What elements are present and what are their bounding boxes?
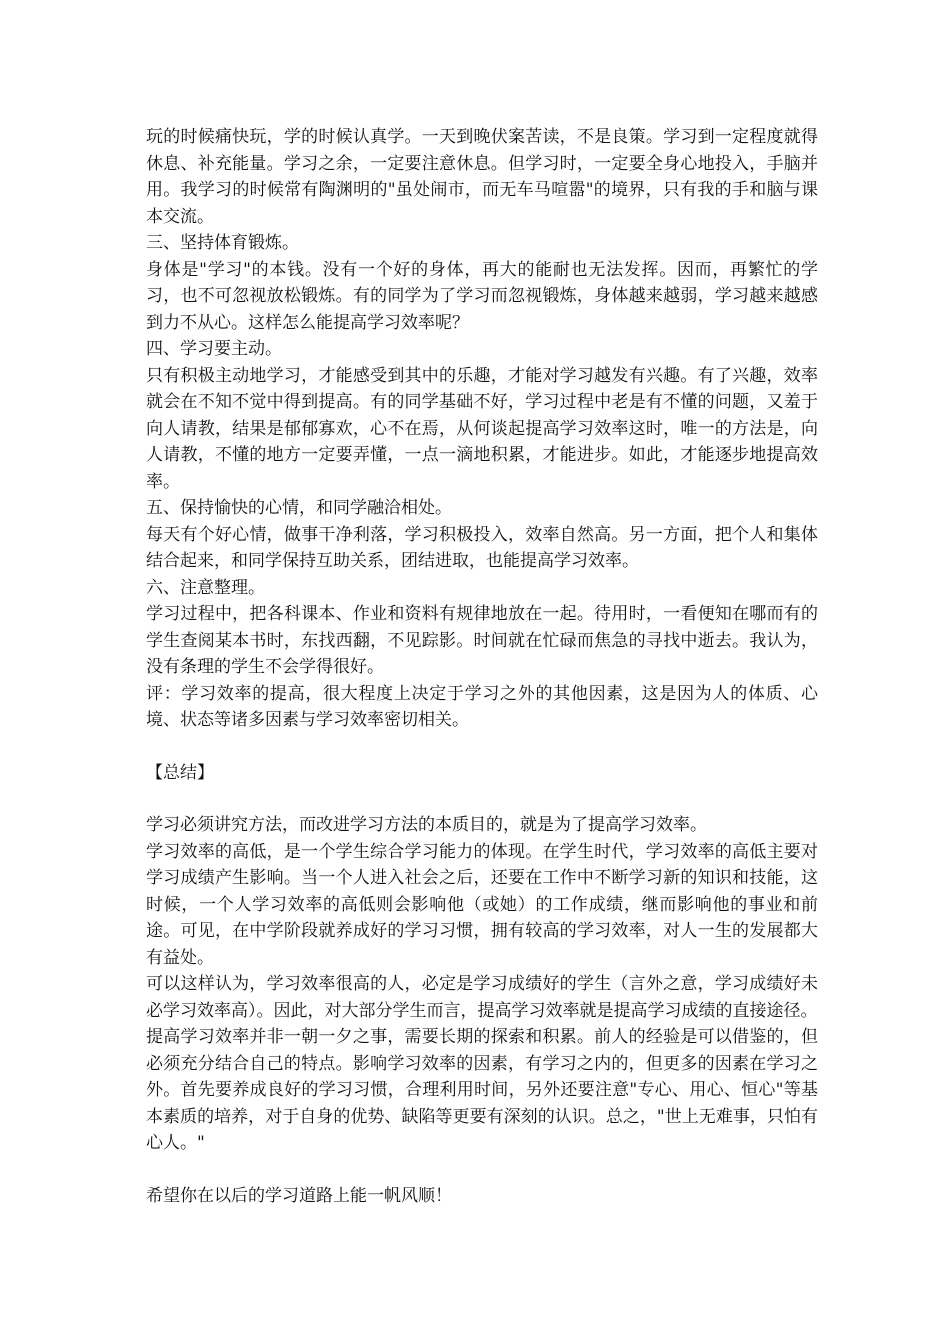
section-heading-5: 五、保持愉快的心情，和同学融洽相处。 (146, 498, 452, 518)
document-page (146, 124, 818, 1209)
summary-paragraph: 学习必须讲究方法，而改进学习方法的本质目的，就是为了提高学习效率。 (146, 815, 707, 835)
blank-line (146, 734, 818, 760)
body-paragraph: 玩的时候痛快玩，学的时候认真学。一天到晚伏案苦读，不是良策。学习到一定程度就得休息、补充能量。学习之余，一定要注意休息。但学习时，一定要全身心地投入，手脑并用。我学习的时候常有陶渊明的"虽处闹市，而无车马喧嚣"的境界，只有我的手和脑与课本交流。 (146, 127, 818, 227)
summary-paragraph: 学习效率的高低，是一个学生综合学习能力的体现。在学生时代，学习效率的高低主要对学习成绩产生影响。当一个人进入社会之后，还要在工作中不断学习新的知识和技能，这时候，一个人学习效率的高低则会影响他（或她）的工作成绩，继而影响他的事业和前途。可见，在中学阶段就养成好的学习习惯，拥有较高的学习效率，对人一生的发展都大有益处。 (146, 841, 818, 968)
body-paragraph: 学习过程中，把各科课本、作业和资料有规律地放在一起。待用时，一看便知在哪而有的学生查阅某本书时，东找西翻，不见踪影。时间就在忙碌而焦急的寻找中逝去。我认为，没有条理的学生不会学得很好。 (146, 604, 818, 677)
summary-heading: 【总结】 (146, 762, 214, 783)
body-paragraph: 每天有个好心情，做事干净利落，学习积极投入，效率自然高。另一方面，把个人和集体结合起来，和同学保持互助关系，团结进取，也能提高学习效率。 (146, 524, 818, 571)
section-heading-4: 四、学习要主动。 (146, 339, 282, 359)
blank-line (146, 1157, 818, 1183)
summary-paragraph: 可以这样认为，学习效率很高的人，必定是学习成绩好的学生（言外之意，学习成绩好未必学习效率高）。因此，对大部分学生而言，提高学习效率就是提高学习成绩的直接途径。 (146, 974, 818, 1021)
blank-line (146, 786, 818, 812)
comment-paragraph: 评：学习效率的提高，很大程度上决定于学习之外的其他因素，这是因为人的体质、心境、状态等诸多因素与学习效率密切相关。 (146, 683, 818, 730)
closing-line: 希望你在以后的学习道路上能一帆风顺！ (146, 1185, 452, 1206)
summary-paragraph: 提高学习效率并非一朝一夕之事，需要长期的探索和积累。前人的经验是可以借鉴的，但必须充分结合自己的特点。影响学习效率的因素，有学习之内的，但更多的因素在学习之外。首先要养成良好的学习习惯，合理利用时间，另外还要注意"专心、用心、恒心"等基本素质的培养，对于自身的优势、缺陷等更要有深刻的认识。总之，"世上无难事，只怕有心人。" (146, 1027, 818, 1153)
section-heading-6: 六、注意整理。 (146, 577, 265, 598)
body-paragraph: 身体是"学习"的本钱。没有一个好的身体，再大的能耐也无法发挥。因而，再繁忙的学习，也不可忽视放松锻炼。有的同学为了学习而忽视锻炼，身体越来越弱，学习越来越感到力不从心。这样怎么能提高学习效率呢？ (146, 259, 818, 333)
body-paragraph: 只有积极主动地学习，才能感受到其中的乐趣，才能对学习越发有兴趣。有了兴趣，效率就会在不知不觉中得到提高。有的同学基础不好，学习过程中老是有不懂的问题，又羞于向人请教，结果是郁郁寡欢，心不在焉，从何谈起提高学习效率这时，唯一的方法是，向人请教，不懂的地方一定要弄懂，一点一滴地积累，才能进步。如此，才能逐步地提高效率。 (146, 365, 818, 492)
section-heading-3: 三、坚持体育锻炼。 (146, 233, 299, 253)
